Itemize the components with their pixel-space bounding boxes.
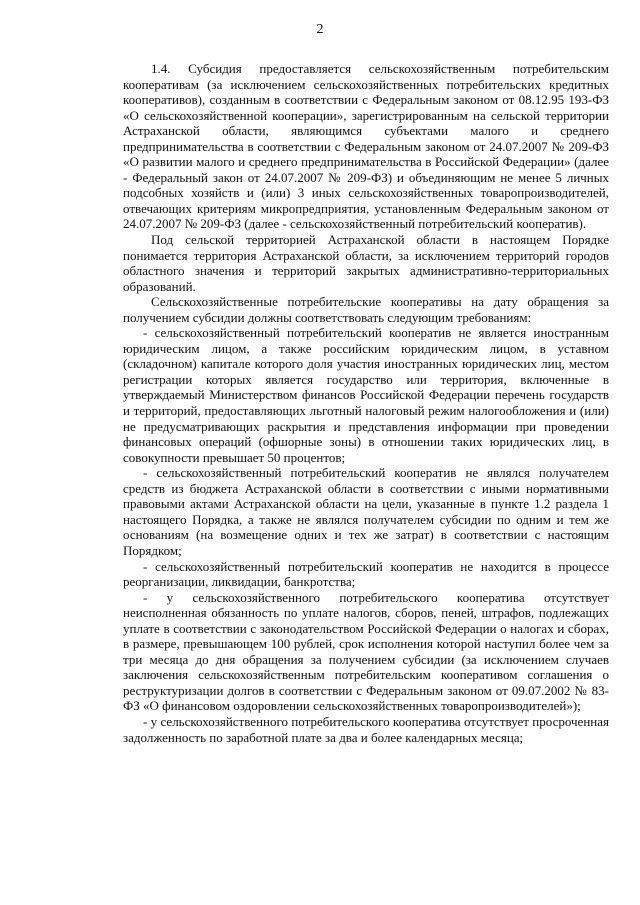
paragraph-requirements-intro: Сельскохозяйственные потребительские кооперативы на дату обращения за получением субсидии должны соответствовать следующим требованиям: — [123, 294, 609, 325]
paragraph-1-4: 1.4. Субсидия предоставляется сельскохозяйственным потребительским кооперативам (за исключением сельскохозяйственных потребительских кредитных кооперативов), созданным в соответствии с Федеральным законом от 08.12.95 193-ФЗ «О сельскохозяйственной кооперации», зарегистрированным на сельской территории Астраханской области, являющимся субъектами малого и среднего предпринимательства в соответствии с Федеральным законом от 24.07.2007 № 209-ФЗ «О развитии малого и среднего предпринимательства в Российской Федерации» (далее - Федеральный закон от 24.07.2007 № 209-ФЗ) и объединяющим не менее 5 личных подсобных хозяйств и (или) 3 иных сельскохозяйственных товаропроизводителей, отвечающих критериям микропредприятия, установленным Федеральным законом от 24.07.2007 № 209-ФЗ (далее - сельскохозяйственный потребительский кооператив). — [123, 61, 609, 232]
document-body — [123, 61, 609, 745]
page-number: 2 — [316, 22, 324, 37]
paragraph-rural-territory: Под сельской территорией Астраханской области в настоящем Порядке понимается территория Астраханской области, за исключением территорий городов областного значения и территорий закрытых административно-территориальных образований. — [123, 232, 609, 294]
requirement-item: - сельскохозяйственный потребительский кооператив не являлся получателем средств из бюджета Астраханской области в соответствии с иными нормативными правовыми актами Астраханской области на цели, указанные в пункте 1.2 раздела 1 настоящего Порядка, а также не являлся получателем субсидии по одним и тем же основаниям (на возмещение одних и тех же затрат) в соответствии с настоящим Порядком; — [123, 465, 609, 558]
requirement-item: - у сельскохозяйственного потребительского кооператива отсутствует просроченная задолженность по заработной плате за два и более календарных месяца; — [123, 713, 609, 745]
requirement-item: - у сельскохозяйственного потребительского кооператива отсутствует неисполненная обязанность по уплате налогов, сборов, пеней, штрафов, подлежащих уплате в соответствии с законодательством Российской Федерации о налогах и сборах, в размере, превышающем 100 рублей, срок исполнения которой наступил более чем за три месяца до дня обращения за получением субсидии (за исключением случаев заключения сельскохозяйственным потребительским кооперативом соглашения о реструктуризации долгов в соответствии с Федеральным законом от 09.07.2002 № 83-ФЗ «О финансовом оздоровлении сельскохозяйственных товаропроизводителей»); — [123, 589, 609, 714]
requirement-item: - сельскохозяйственный потребительский кооператив не является иностранным юридическим лицом, а также российским юридическим лицом, в уставном (складочном) капитале которого доля участия иностранных юридических лиц, местом регистрации которых является государство или территория, включенные в утверждаемый Министерством финансов Российской Федерации перечень государств и территорий, предоставляющих льготный налоговый режим налогообложения и (или) не предусматривающих раскрытия и представления информации при проведении финансовых операций (офшорные зоны) в отношении таких юридических лиц, в совокупности превышает 50 процентов; — [123, 325, 609, 465]
requirement-item: - сельскохозяйственный потребительский кооператив не находится в процессе реорганизации, ликвидации, банкротства; — [123, 558, 609, 590]
